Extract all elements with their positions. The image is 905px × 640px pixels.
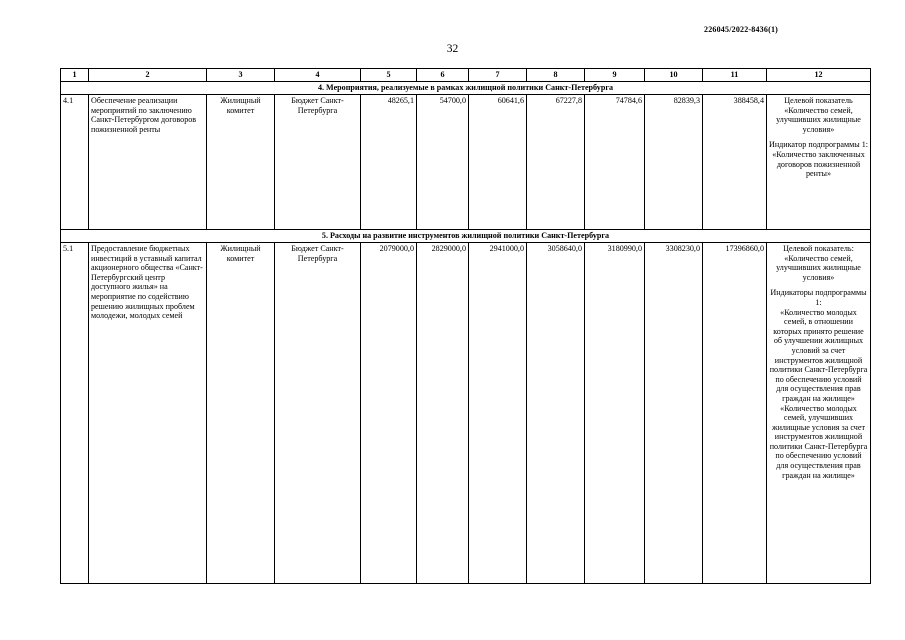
col-header: 9 [585, 69, 645, 82]
value-cell: 60641,6 [469, 95, 527, 230]
target-indicator: Целевой показатель «Количество семей, улучшивших жилищные условия» [776, 96, 861, 134]
value-cell: 2941000,0 [469, 243, 527, 584]
col-header: 1 [61, 69, 89, 82]
table-row-5-1 [61, 243, 871, 584]
row-number: 4.1 [61, 95, 89, 230]
col-header: 6 [417, 69, 469, 82]
col-header: 12 [767, 69, 871, 82]
col-header: 5 [361, 69, 417, 82]
value-cell-total: 388458,4 [703, 95, 767, 230]
target-indicator: Целевой показатель: «Количество семей, улучшивших жилищные условия» [776, 244, 861, 282]
funding-source: Бюджет Санкт-Петербурга [275, 243, 361, 584]
column-number-row [61, 69, 871, 82]
executor: Жилищный комитет [207, 243, 275, 584]
subprogram-indicator-1: «Количество молодых семей, в отношении которых принято решение об улучшении жилищных условий за счет инструментов жилищной политики Санкт-Петербурга по обеспечению условий для осуществления прав граждан на жилище» [769, 307, 868, 403]
col-header: 2 [89, 69, 207, 82]
value-cell: 82839,3 [645, 95, 703, 230]
section-title: 5. Расходы на развитие инструментов жилищной политики Санкт-Петербурга [61, 230, 871, 243]
program-table [60, 68, 871, 584]
measure-name: Предоставление бюджетных инвестиций в уставный капитал акционерного общества «Санкт-Петербургский центр доступного жилья» на мероприятие по содействию решению жилищных проблем молодежи, молодых семей [89, 243, 207, 584]
section-4-header [61, 82, 871, 95]
col-header: 11 [703, 69, 767, 82]
subprogram-indicators-title: Индикаторы подпрограммы 1: [770, 288, 867, 307]
value-cell: 74784,6 [585, 95, 645, 230]
value-cell: 3308230,0 [645, 243, 703, 584]
subprogram-indicator-2: «Количество молодых семей, улучшивших жилищные условия за счет инструментов жилищной политики Санкт-Петербурга по обеспечению условий для осуществления прав граждан на жилище» [769, 403, 868, 480]
col-header: 8 [527, 69, 585, 82]
table-row-4-1 [61, 95, 871, 230]
indicators-cell [767, 95, 871, 230]
executor: Жилищный комитет [207, 95, 275, 230]
col-header: 10 [645, 69, 703, 82]
value-cell: 3058640,0 [527, 243, 585, 584]
value-cell-total: 17396860,0 [703, 243, 767, 584]
value-cell: 2829000,0 [417, 243, 469, 584]
indicators-cell [767, 243, 871, 584]
measure-name: Обеспечение реализации мероприятий по заключению Санкт-Петербургом договоров пожизненной ренты [89, 95, 207, 230]
col-header: 4 [275, 69, 361, 82]
section-5-header [61, 230, 871, 243]
value-cell: 3180990,0 [585, 243, 645, 584]
value-cell: 67227,8 [527, 95, 585, 230]
value-cell: 54700,0 [417, 95, 469, 230]
page-number: 32 [446, 43, 459, 55]
subprogram-indicator: Индикатор подпрограммы 1: «Количество заключенных договоров пожизненной ренты» [769, 140, 869, 179]
col-header: 7 [469, 69, 527, 82]
value-cell: 48265,1 [361, 95, 417, 230]
funding-source: Бюджет Санкт-Петербурга [275, 95, 361, 230]
value-cell: 2079000,0 [361, 243, 417, 584]
section-title: 4. Мероприятия, реализуемые в рамках жилищной политики Санкт-Петербурга [61, 82, 871, 95]
row-number: 5.1 [61, 243, 89, 584]
document-number: 226045/2022-8436(1) [704, 25, 779, 34]
col-header: 3 [207, 69, 275, 82]
